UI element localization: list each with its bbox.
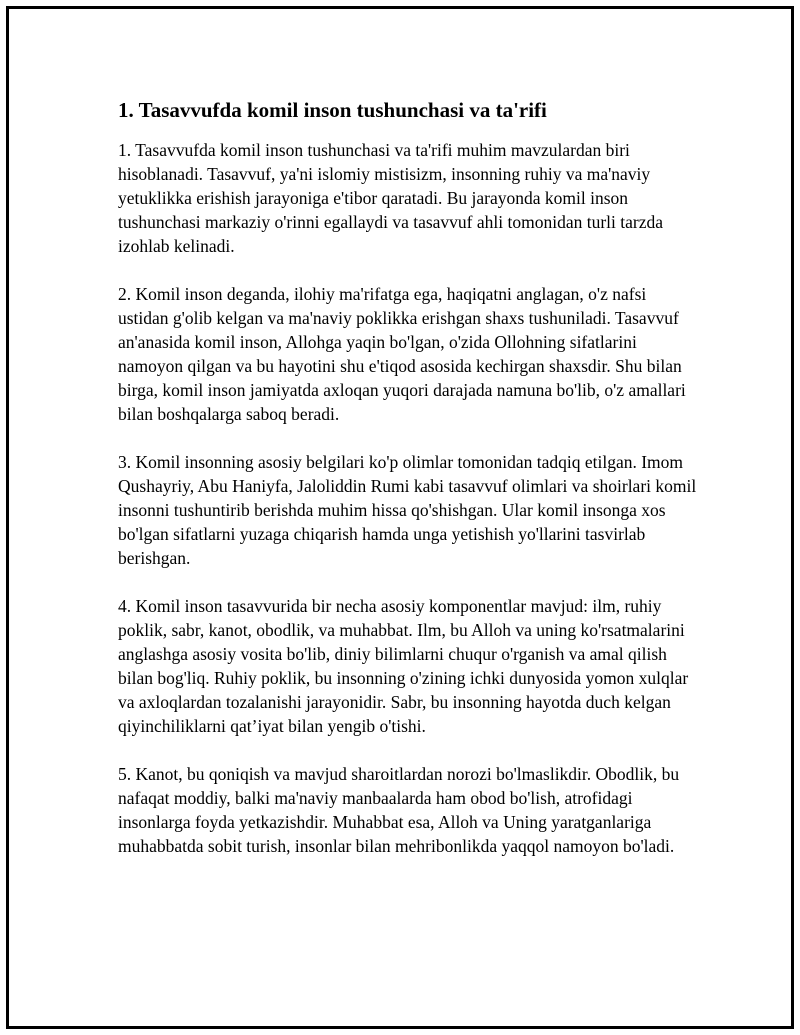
paragraph-4: 4. Komil inson tasavvurida bir necha asosiy komponentlar mavjud: ilm, ruhiy poklik, sabr, kanot, obodlik, va muhabbat. Ilm, bu Alloh va uning ko'rsatmalarini anglashga asosiy vosita bo'lib, diniy bilimlarni chuqur o'rganish va amal qilish bilan bog'liq. Ruhiy poklik, bu insonning o'zining ichki dunyosida yomon xulqlar va axloqlardan tozalanishi jarayonidir. Sabr, bu insonning hayotda duch kelgan qiyinchiliklarni qat’iyat bilan yengib o'tishi. (118, 596, 689, 737)
paragraph-2: 2. Komil inson deganda, ilohiy ma'rifatga ega, haqiqatni anglagan, o'z nafsi ustidan g'olib kelgan va ma'naviy poklikka erishgan shaxs tushuniladi. Tasavvuf an'anasida komil inson, Allohga yaqin bo'lgan, o'zida Ollohning sifatlarini namoyon qilgan va bu hayotini shu e'tiqod asosida kechirgan shaxsdir. Shu bilan birga, komil inson jamiyatda axloqan yuqori darajada namuna bo'lib, o'z amallari bilan boshqalarga saboq beradi. (118, 284, 686, 425)
paragraph-1: 1. Tasavvufda komil inson tushunchasi va ta'rifi muhim mavzulardan biri hisoblanadi. Tasavvuf, ya'ni islomiy mistisizm, insonning ruhiy va ma'naviy yetuklikka erishish jarayoniga e'tibor qaratadi. Bu jarayonda komil inson tushunchasi markaziy o'rinni egallaydi va tasavvuf ahli tomonidan turli tarzda izohlab kelinadi. (118, 140, 664, 257)
paragraph-3: 3. Komil insonning asosiy belgilari ko'p olimlar tomonidan tadqiq etilgan. Imom Qushayriy, Abu Haniyfa, Jaloliddin Rumi kabi tasavvuf olimlari va shoirlari komil insonni tushuntirib berishda muhim hissa qo'shishgan. Ular komil insonga xos bo'lgan sifatlarni yuzaga chiqarish hamda unga yetishish yo'llarini tasvirlab berishgan. (118, 452, 697, 569)
paragraph-5: 5. Kanot, bu qoniqish va mavjud sharoitlardan norozi bo'lmaslikdir. Obodlik, bu nafaqat moddiy, balki ma'naviy manbaalarda ham obod bo'lish, atrofidagi insonlarga foyda yetkazishdir. Muhabbat esa, Alloh va Uning yaratganlariga muhabbatda sobit turish, insonlar bilan mehribonlikda yaqqol namoyon bo'ladi. (118, 764, 680, 857)
document-body (118, 97, 698, 882)
page-frame (6, 6, 794, 1029)
document-title: 1. Tasavvufda komil inson tushunchasi va ta'rifi (118, 98, 547, 122)
